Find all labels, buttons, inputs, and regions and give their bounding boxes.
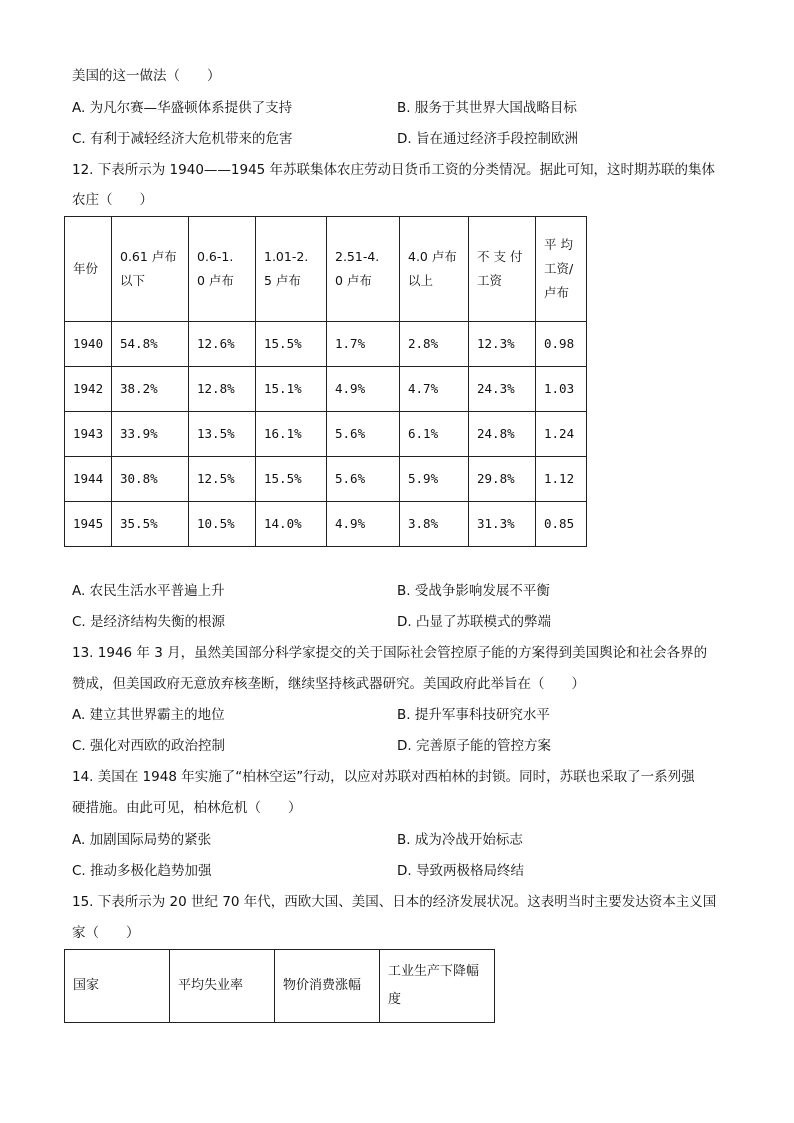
q14-stem-line2: 硬措施。由此可见，柏林危机（ ） (72, 800, 302, 816)
header-text: 国家 (73, 978, 100, 993)
table-cell: 1.12 (536, 457, 587, 502)
table-cell: 24.3% (469, 367, 536, 412)
table-cell: 31.3% (469, 502, 536, 547)
table-cell: 3.8% (400, 502, 469, 547)
table-cell: 30.8% (112, 457, 189, 502)
table-cell: 1.24 (536, 412, 587, 457)
header-cell-country (65, 950, 170, 1023)
header-text: 0.6-1. (197, 249, 234, 264)
header-text: 以上 (408, 273, 434, 288)
header-cell (469, 217, 536, 322)
header-text: 2.51-4. (335, 249, 380, 264)
header-text: 0 卢布 (197, 273, 234, 288)
table-cell: 5.6% (327, 457, 400, 502)
table-cell: 4.7% (400, 367, 469, 412)
q13-stem-line2: 赞成，但美国政府无意放弃核垄断，继续坚持核武器研究。美国政府此举旨在（ ） (72, 676, 585, 692)
header-text: 平 均 (544, 237, 573, 252)
table-cell: 12.3% (469, 322, 536, 367)
header-text: 4.0 卢布 (408, 249, 457, 264)
q15-stem-line2: 家（ ） (72, 925, 140, 941)
table-row (65, 322, 587, 367)
table-cell: 12.6% (189, 322, 256, 367)
header-text: 工业生产下降幅 (388, 964, 480, 979)
header-cell (256, 217, 327, 322)
table-cell: 10.5% (189, 502, 256, 547)
table-cell: 38.2% (112, 367, 189, 412)
header-cell-price-rise (275, 950, 380, 1023)
header-text: 0 卢布 (335, 273, 372, 288)
q12-option-d[interactable]: D. 凸显了苏联模式的弊端 (397, 614, 551, 630)
table-cell: 2.8% (400, 322, 469, 367)
q11-option-a[interactable]: A. 为凡尔赛—华盛顿体系提供了支持 (72, 100, 293, 116)
q14-option-d[interactable]: D. 导致两极格局终结 (397, 863, 524, 879)
header-text: 平均失业率 (178, 978, 244, 993)
q11-stem-tail: 美国的这一做法（ ） (72, 68, 221, 84)
table-cell: 15.5% (256, 322, 327, 367)
table-row (65, 367, 587, 412)
q14-option-a[interactable]: A. 加剧国际局势的紧张 (72, 832, 212, 848)
table-cell: 24.8% (469, 412, 536, 457)
table-cell: 13.5% (189, 412, 256, 457)
table-cell: 35.5% (112, 502, 189, 547)
q11-option-b[interactable]: B. 服务于其世界大国战略目标 (397, 100, 577, 116)
header-text: 5 卢布 (264, 273, 301, 288)
header-text: 不 支 付 (477, 249, 523, 264)
table-cell: 54.8% (112, 322, 189, 367)
q11-option-d[interactable]: D. 旨在通过经济手段控制欧洲 (397, 131, 578, 147)
table-cell: 1940 (65, 322, 112, 367)
table-cell: 29.8% (469, 457, 536, 502)
q14-option-c[interactable]: C. 推动多极化趋势加强 (72, 863, 212, 879)
header-text: 度 (388, 992, 402, 1007)
q12-option-b[interactable]: B. 受战争影响发展不平衡 (397, 583, 550, 599)
header-cell (189, 217, 256, 322)
table-cell: 4.9% (327, 367, 400, 412)
header-text: 0.61 卢布 (120, 249, 177, 264)
table-cell: 1.03 (536, 367, 587, 412)
table-cell: 5.9% (400, 457, 469, 502)
q15-economy-table (64, 949, 495, 1023)
header-cell (536, 217, 587, 322)
table-cell: 6.1% (400, 412, 469, 457)
header-text: 卢布 (544, 285, 570, 300)
header-cell-unemployment (170, 950, 275, 1023)
q13-stem-line1: 13. 1946 年 3 月，虽然美国部分科学家提交的关于国际社会管控原子能的方案得到美国舆论和社会各界的 (72, 645, 708, 661)
q12-stem-line1: 12. 下表所示为 1940——1945 年苏联集体农庄劳动日货币工资的分类情况。据此可知，这时期苏联的集体 (72, 162, 716, 178)
table-cell: 0.98 (536, 322, 587, 367)
header-cell (400, 217, 469, 322)
table-header-row (65, 217, 587, 322)
q13-option-d[interactable]: D. 完善原子能的管控方案 (397, 738, 551, 754)
q13-option-c[interactable]: C. 强化对西欧的政治控制 (72, 738, 226, 754)
table-row (65, 502, 587, 547)
table-cell: 0.85 (536, 502, 587, 547)
table-cell: 12.8% (189, 367, 256, 412)
q12-wage-table (64, 216, 587, 547)
q13-option-a[interactable]: A. 建立其世界霸主的地位 (72, 707, 225, 723)
table-cell: 4.9% (327, 502, 400, 547)
q15-stem-line1: 15. 下表所示为 20 世纪 70 年代，西欧大国、美国、日本的经济发展状况。这表明当时主要发达资本主义国 (72, 894, 717, 910)
table-row (65, 412, 587, 457)
table-cell: 15.5% (256, 457, 327, 502)
table-header-row (65, 950, 495, 1023)
table-cell: 14.0% (256, 502, 327, 547)
header-cell (112, 217, 189, 322)
table-cell: 5.6% (327, 412, 400, 457)
table-cell: 1942 (65, 367, 112, 412)
q13-option-b[interactable]: B. 提升军事科技研究水平 (397, 707, 550, 723)
table-cell: 33.9% (112, 412, 189, 457)
header-text: 物价消费涨幅 (283, 978, 362, 993)
header-cell-year (65, 217, 112, 322)
q14-option-b[interactable]: B. 成为冷战开始标志 (397, 832, 523, 848)
header-text: 工资 (477, 273, 503, 288)
table-cell: 1.7% (327, 322, 400, 367)
table-cell: 1943 (65, 412, 112, 457)
table-cell: 12.5% (189, 457, 256, 502)
q12-stem-line2: 农庄（ ） (72, 192, 153, 208)
q12-option-a[interactable]: A. 农民生活水平普遍上升 (72, 583, 225, 599)
header-text: 年份 (73, 261, 99, 276)
q12-option-c[interactable]: C. 是经济结构失衡的根源 (72, 614, 226, 630)
header-text: 工资/ (544, 261, 574, 276)
table-cell: 16.1% (256, 412, 327, 457)
q14-stem-line1: 14. 美国在 1948 年实施了“柏林空运”行动，以应对苏联对西柏林的封锁。同时，苏联也采取了一系列强 (72, 769, 695, 785)
header-text: 1.01-2. (264, 249, 309, 264)
table-row (65, 457, 587, 502)
table-cell: 15.1% (256, 367, 327, 412)
table-cell: 1944 (65, 457, 112, 502)
header-text: 以下 (120, 273, 146, 288)
q11-option-c[interactable]: C. 有利于减轻经济大危机带来的危害 (72, 131, 293, 147)
header-cell-industry-decline (380, 950, 495, 1023)
table-cell: 1945 (65, 502, 112, 547)
header-cell (327, 217, 400, 322)
